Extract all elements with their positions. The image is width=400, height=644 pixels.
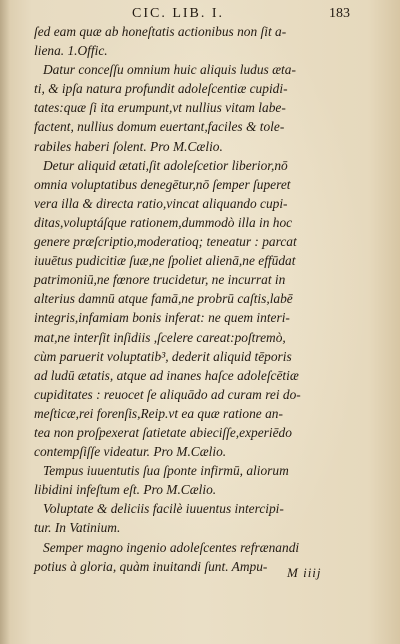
text-line: Detur aliquid ætati,ſit adoleſcetior liberior,nō [43,157,288,173]
text-line: ditas,voluptáſque rationem,dummodò illa in hoc [34,214,293,230]
text-line: tea non proſpexerat ſatietate abieciſſe,experiēdo [34,424,292,440]
text-line: iuuētus pudicitiæ ſuæ,ne ſpoliet alienā,ne effūdat [34,253,296,269]
text-line: cupiditates : reuocet ſe aliquādo ad curam rei do- [34,386,301,402]
spine-shadow [0,0,10,644]
text-line: Voluptate & deliciis facilè iuuentus intercipi- [43,501,284,517]
text-line: ad ludū ætatis, atque ad inanes haſce adoleſcētiæ [34,367,299,383]
text-line: integris,infamiam bonis inferat: ne quem interi- [34,310,290,326]
text-line: liena. 1.Offic. [34,43,108,59]
text-line: mat,ne interſit inſidiis ,ſcelere careat:poſtremò, [34,329,286,345]
text-line: contempſiſſe videatur. Pro M.Cælio. [34,444,227,460]
text-line: patrimoniū,ne fœnore trucidetur, ne incurrat in [34,272,286,288]
text-line: cùm paruerit voluptatib³, dederit aliquid tēporis [34,348,292,364]
text-line: tur. In Vatinium. [34,520,121,536]
text-line: potius à gloria, quàm inuitandi ſunt. Ampu- [34,558,268,574]
text-line: Datur conceſſu omnium huic aliquis ludus æta- [43,62,296,78]
page-number: 183 [329,6,350,21]
text-line: meſticæ,rei forenſis,Reip.vt ea quæ ratione an- [34,405,283,421]
text-line: genere præſcriptio,moderatioq; teneatur : parcat [34,234,297,250]
text-line: ſed eam quæ ab honeſtatis actionibus non ſit a- [34,24,287,39]
text-line: factent, nullius domum euertant,faciles & tole- [34,119,285,135]
text-line: rabiles haberi ſolent. Pro M.Cælio. [34,138,223,154]
text-line: vera illa & directa ratio,vincat aliquando cupi- [34,195,288,211]
text-line: Semper magno ingenio adoleſcentes refrænandi [43,539,300,555]
text-line: alterius damnū atque famā,ne probrū caſtis,labē [34,291,293,307]
text-line: ti, & ipſa natura profundit adoleſcentiæ cupidi- [34,81,288,97]
text-line: omnia voluptatibus denegētur,nō ſemper ſuperet [34,176,291,192]
text-line: Tempus iuuentutis ſua ſponte infirmū, aliorum [43,463,289,479]
running-head-title: CIC. LIB. I. [132,6,225,21]
text-line: libidini infeſtum eſt. Pro M.Cælio. [34,482,217,498]
text-line: tates:quæ ſi ita erumpunt,vt nullius vitam labe- [34,100,286,116]
signature-mark: M iiij [287,565,322,580]
body-text [34,22,356,576]
